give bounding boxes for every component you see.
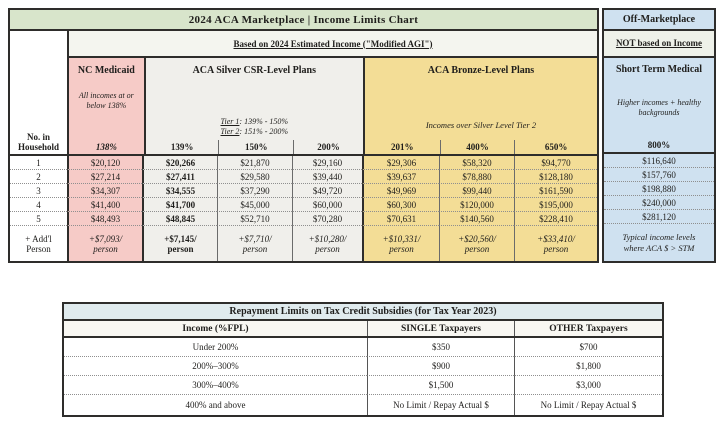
silver-tier-notes (221, 117, 289, 137)
percent-header-200: 200% (293, 140, 363, 154)
income-row-1 (10, 156, 597, 170)
repayment-header-row (64, 321, 662, 338)
income-cell-138: $27,214 (67, 170, 142, 184)
income-cell-400: $78,880 (439, 170, 514, 184)
addl-amount: +$10,280/ (308, 233, 347, 244)
chart-subtitle (69, 31, 597, 58)
addl-amount: +$7,710/ (238, 233, 272, 244)
stm-income-cell: $240,000 (604, 196, 714, 210)
income-data-rows (10, 156, 597, 261)
household-count: 3 (10, 184, 67, 198)
addl-cell-400 (439, 226, 514, 261)
income-cell-139: $20,266 (142, 156, 217, 170)
income-cell-400: $140,560 (439, 212, 514, 226)
percent-header-139: 139% (144, 140, 219, 154)
addl-amount: +$7,145/ (164, 233, 197, 244)
repayment-other-limit: No Limit / Repay Actual $ (514, 395, 662, 415)
income-row-5 (10, 212, 597, 226)
tier-2-label: Tier 2 (220, 127, 240, 136)
addl-suffix: person (93, 243, 118, 254)
household-count: 1 (10, 156, 67, 170)
percent-header-201: 201% (363, 140, 440, 154)
addl-suffix: person (543, 243, 569, 254)
income-row-3 (10, 184, 597, 198)
income-cell-138: $20,120 (67, 156, 142, 170)
income-cell-150: $52,710 (217, 212, 292, 226)
income-row-4 (10, 198, 597, 212)
income-cell-150: $37,290 (217, 184, 292, 198)
percent-header-650: 650% (514, 140, 597, 154)
percent-header-row (69, 140, 597, 154)
percent-header-150: 150% (218, 140, 293, 154)
income-cell-650: $228,410 (514, 212, 597, 226)
income-cell-150: $21,870 (217, 156, 292, 170)
income-cell-201: $39,637 (362, 170, 439, 184)
repayment-row-200-300 (64, 357, 662, 376)
income-cell-200: $49,720 (292, 184, 362, 198)
off-marketplace-title: Off-Marketplace (604, 10, 714, 31)
repayment-single-limit: $900 (367, 357, 514, 376)
not-based-on-income-note (604, 31, 714, 58)
household-count: 5 (10, 212, 67, 226)
addl-amount: +$20,560/ (458, 233, 496, 244)
short-term-medical-title: Short Term Medical (615, 64, 703, 75)
additional-person-row (10, 226, 597, 261)
tier-1-range: : 139% - 150% (239, 117, 289, 126)
income-cell-150: $45,000 (217, 198, 292, 212)
chart-subtitle-text: Based on 2024 Estimated Income ("Modified AGI") (233, 38, 433, 49)
income-cell-201: $70,631 (362, 212, 439, 226)
addl-suffix: person (315, 243, 340, 254)
income-cell-139: $34,555 (142, 184, 217, 198)
percent-header-138: 138% (69, 140, 144, 154)
repayment-single-limit: No Limit / Repay Actual $ (367, 395, 514, 415)
income-cell-400: $58,320 (439, 156, 514, 170)
addl-cell-139 (142, 226, 217, 261)
group-header-medicaid (69, 58, 144, 140)
chart-header-region (10, 31, 597, 156)
income-cell-200: $60,000 (292, 198, 362, 212)
tier-1-note (221, 117, 289, 127)
addl-cell-201 (362, 226, 439, 261)
tier-2-range: : 151% - 200% (239, 127, 289, 136)
income-cell-138: $34,307 (67, 184, 142, 198)
repayment-income-range: 400% and above (185, 400, 246, 410)
repayment-limits-table (62, 302, 664, 417)
addl-amount: +$33,410/ (537, 233, 575, 244)
income-cell-201: $29,306 (362, 156, 439, 170)
stm-income-cell: $281,120 (604, 210, 714, 224)
stm-footer-note: Typical income levels where ACA $ > STM (622, 232, 696, 253)
stm-income-cell: $157,760 (604, 168, 714, 182)
not-based-on-income-text: NOT based on Income (615, 38, 703, 49)
addl-suffix: person (242, 243, 268, 254)
addl-cell-650 (514, 226, 597, 261)
income-cell-650: $128,180 (514, 170, 597, 184)
repayment-income-range: Under 200% (64, 338, 367, 357)
bronze-group-note: Incomes over Silver Level Tier 2 (425, 119, 537, 130)
household-count: 4 (10, 198, 67, 212)
addl-suffix: person (464, 243, 490, 254)
chart-title: 2024 ACA Marketplace | Income Limits Chart (10, 10, 597, 31)
additional-person-label: + Add'l Person (10, 226, 67, 261)
bronze-group-title: ACA Bronze-Level Plans (427, 65, 535, 76)
income-cell-138: $48,493 (67, 212, 142, 226)
household-count: 2 (10, 170, 67, 184)
income-cell-138: $41,400 (67, 198, 142, 212)
percent-header-800: 800% (647, 140, 671, 150)
addl-suffix: person (389, 243, 414, 254)
group-header-silver (144, 58, 363, 140)
repayment-income-range: 200%–300% (64, 357, 367, 376)
repayment-row-400-above (64, 395, 662, 415)
income-cell-650: $161,590 (514, 184, 597, 198)
chart-header-right (67, 31, 597, 154)
income-cell-139: $41,700 (142, 198, 217, 212)
silver-group-title: ACA Silver CSR-Level Plans (192, 65, 317, 76)
repayment-column-other: OTHER Taxpayers (514, 321, 662, 336)
income-cell-200: $39,440 (292, 170, 362, 184)
repayment-column-single: SINGLE Taxpayers (367, 321, 514, 336)
medicaid-group-note: All incomes at or below 138% (78, 91, 134, 110)
addl-amount: +$7,093/ (88, 233, 123, 244)
repayment-row-300-400 (64, 376, 662, 395)
short-term-medical-header (604, 58, 714, 154)
income-cell-201: $60,300 (362, 198, 439, 212)
income-row-2 (10, 170, 597, 184)
tier-1-label: Tier 1 (220, 117, 240, 126)
repayment-other-limit: $700 (514, 338, 662, 357)
income-cell-139: $27,411 (142, 170, 217, 184)
income-cell-650: $195,000 (514, 198, 597, 212)
repayment-row-under-200 (64, 338, 662, 357)
stm-income-cell: $198,880 (604, 182, 714, 196)
addl-cell-150 (217, 226, 292, 261)
household-column-header: No. in Household (10, 31, 67, 154)
medicaid-group-title: NC Medicaid (77, 65, 135, 76)
income-cell-400: $120,000 (439, 198, 514, 212)
income-cell-200: $70,280 (292, 212, 362, 226)
plan-group-headers (69, 58, 597, 140)
income-cell-201: $49,969 (362, 184, 439, 198)
repayment-column-income: Income (%FPL) (182, 323, 249, 334)
addl-suffix: person (167, 243, 194, 254)
repayment-other-limit: $3,000 (514, 376, 662, 395)
addl-amount: +$10,331/ (382, 233, 421, 244)
income-cell-139: $48,845 (142, 212, 217, 226)
income-cell-400: $99,440 (439, 184, 514, 198)
tier-2-note (221, 127, 289, 137)
short-term-medical-note: Higher incomes + healthy backgrounds (617, 98, 701, 117)
addl-cell-200 (292, 226, 362, 261)
repayment-single-limit: $1,500 (367, 376, 514, 395)
income-limits-chart (8, 8, 599, 263)
percent-header-400: 400% (440, 140, 515, 154)
group-header-bronze (363, 58, 597, 140)
repayment-table-title: Repayment Limits on Tax Credit Subsidies (for Tax Year 2023) (64, 304, 662, 321)
income-cell-650: $94,770 (514, 156, 597, 170)
income-cell-150: $29,580 (217, 170, 292, 184)
repayment-income-range: 300%–400% (64, 376, 367, 395)
income-cell-200: $29,160 (292, 156, 362, 170)
off-marketplace-panel (602, 8, 716, 263)
stm-income-cell: $116,640 (604, 154, 714, 168)
repayment-other-limit: $1,800 (514, 357, 662, 376)
addl-cell-138 (67, 226, 142, 261)
repayment-single-limit: $350 (367, 338, 514, 357)
